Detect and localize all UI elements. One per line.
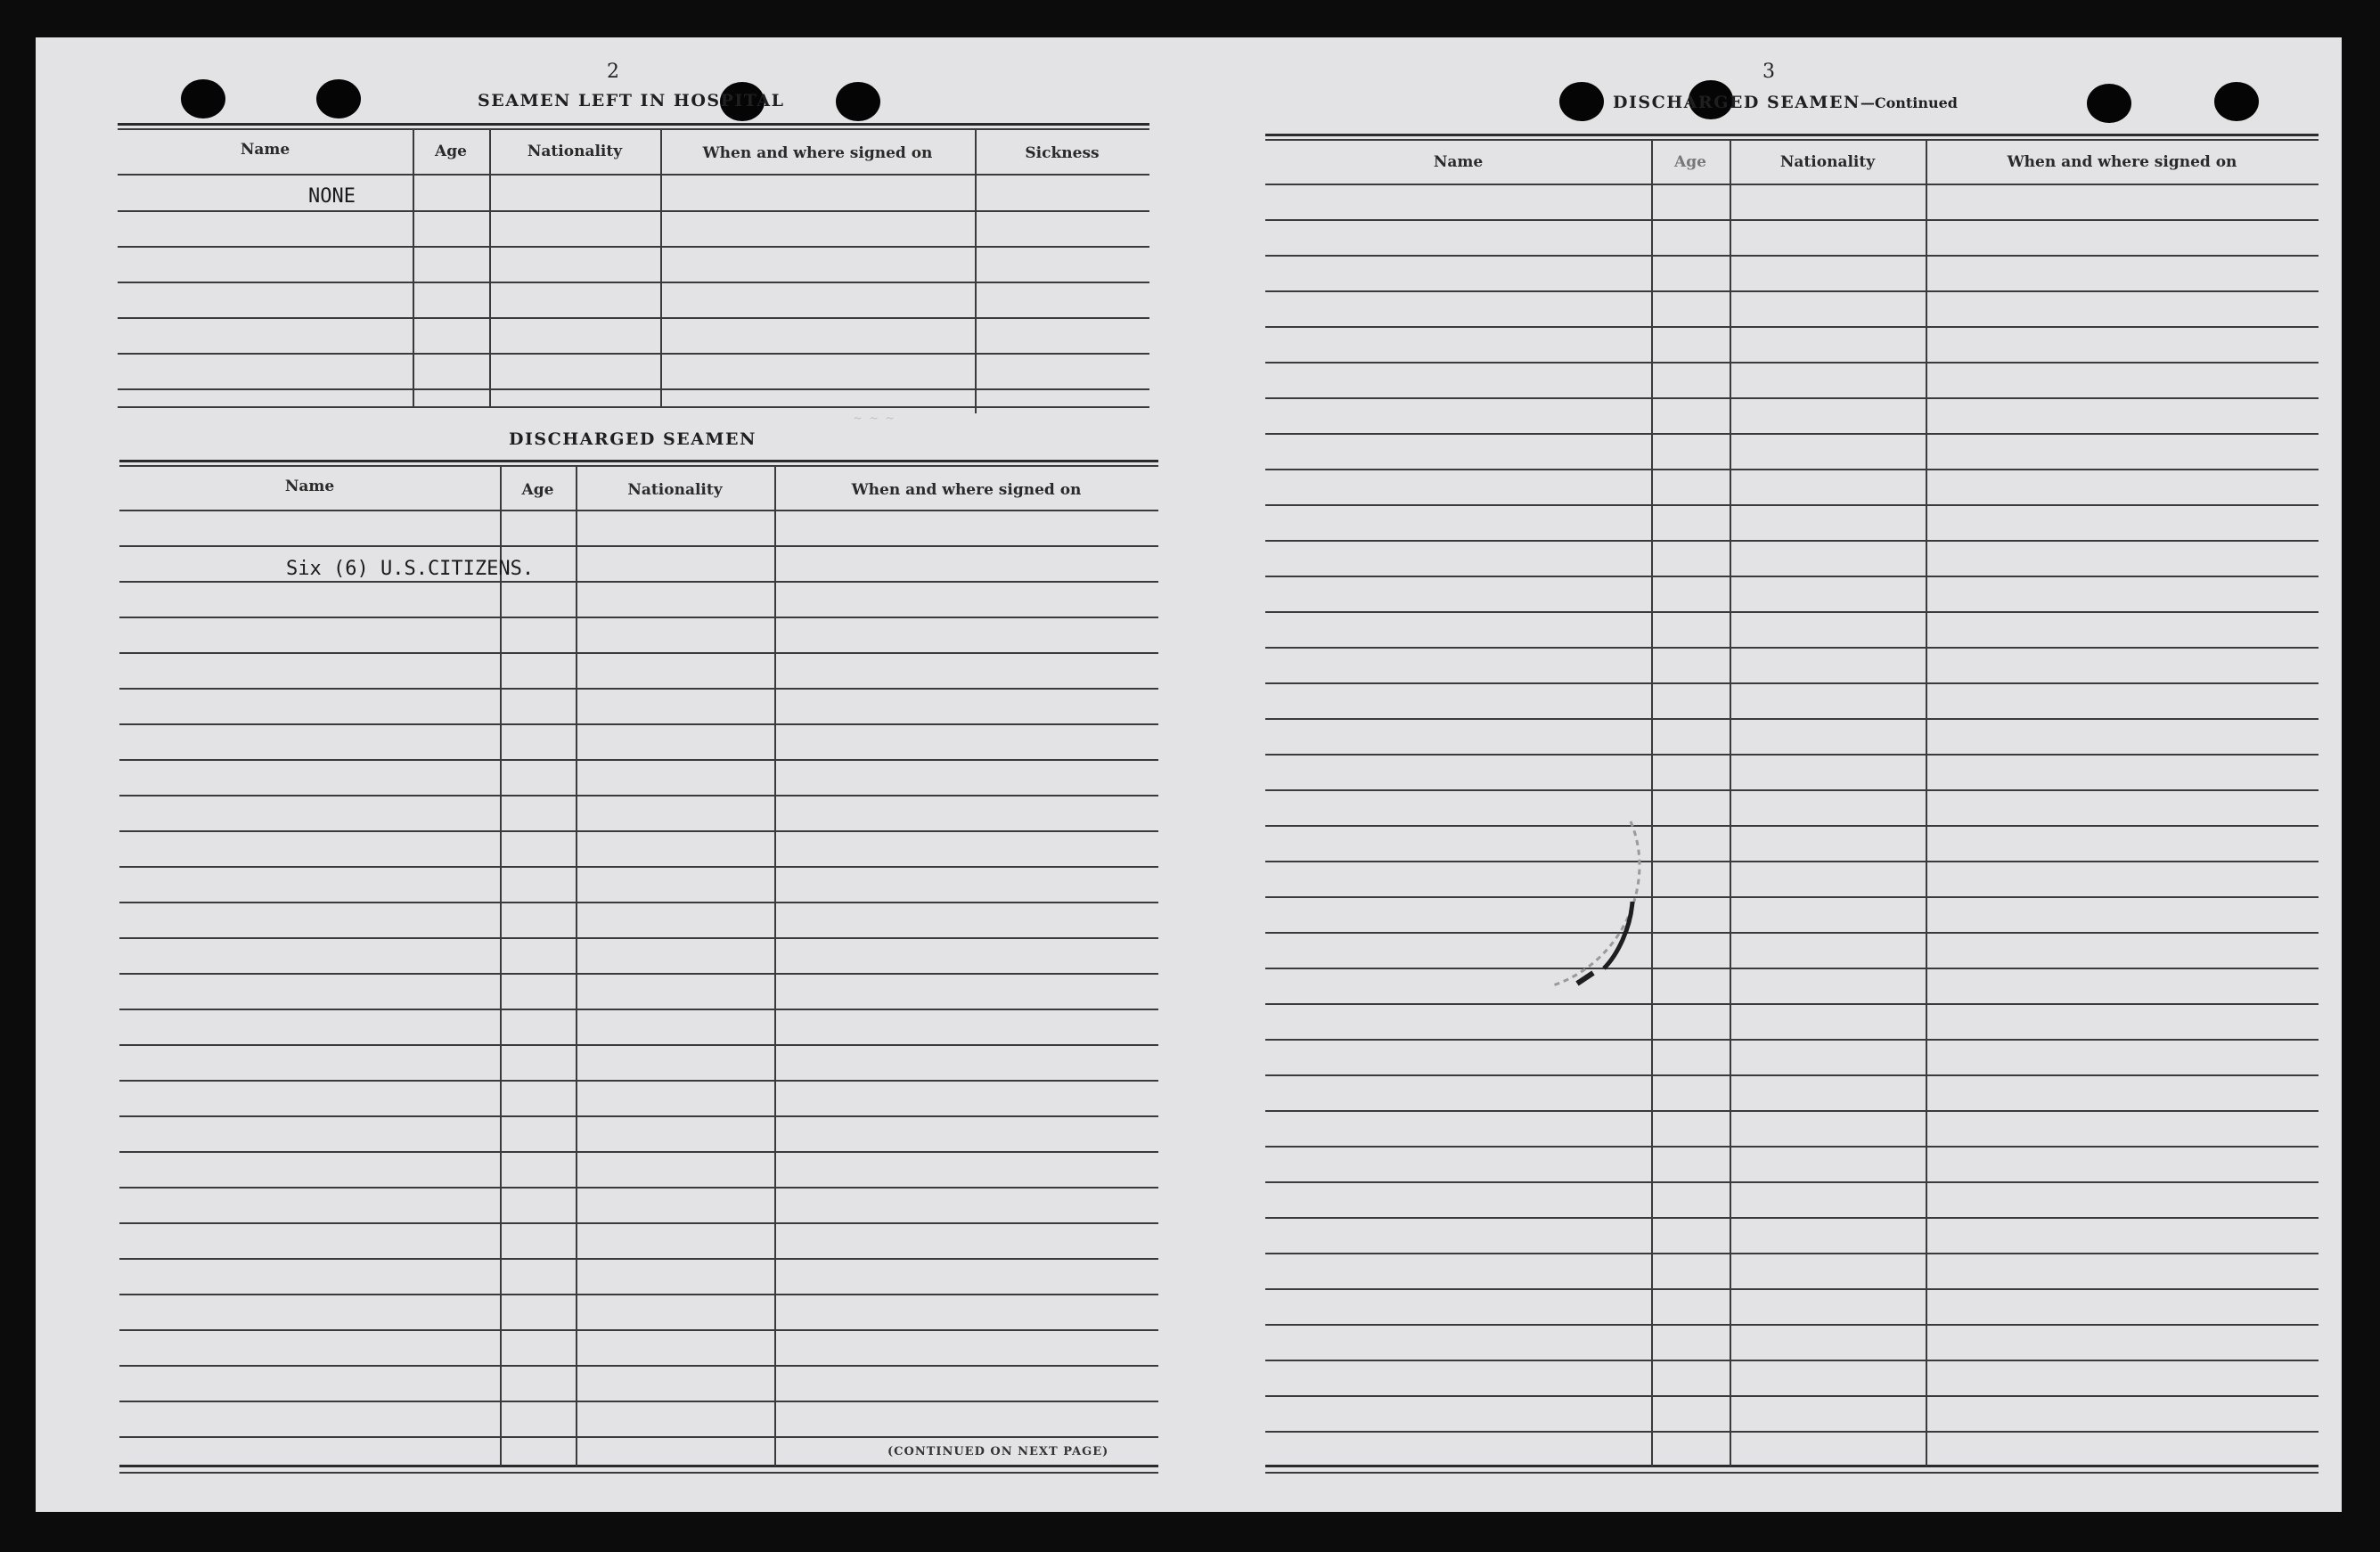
col-header-age: Age bbox=[1674, 153, 1706, 171]
col-header-age: Age bbox=[521, 481, 554, 499]
col-header-signed-on: When and where signed on bbox=[702, 144, 933, 162]
punch-hole bbox=[181, 79, 225, 118]
faint-stamp-mark bbox=[1444, 786, 1657, 1017]
punch-hole bbox=[1559, 82, 1604, 121]
col-header-name: Name bbox=[1433, 153, 1484, 171]
col-header-signed-on: When and where signed on bbox=[2007, 153, 2237, 171]
punch-hole bbox=[2214, 82, 2259, 121]
title-main: DISCHARGED SEAMEN bbox=[1613, 93, 1861, 112]
ink-bleed: ~ ~ ~ bbox=[854, 410, 895, 426]
punch-hole bbox=[2087, 84, 2131, 123]
discharged-continued-table bbox=[1265, 134, 2319, 1488]
document-sheet bbox=[36, 37, 2342, 1512]
page-number: 3 bbox=[1763, 61, 1775, 83]
section-title-hospital: SEAMEN LEFT IN HOSPITAL bbox=[478, 91, 785, 110]
col-header-name: Name bbox=[284, 478, 335, 495]
title-suffix: —Continued bbox=[1860, 94, 1958, 111]
section-title-discharged-continued bbox=[1613, 93, 1958, 112]
col-header-age: Age bbox=[435, 143, 467, 160]
section-title-discharged: DISCHARGED SEAMEN bbox=[509, 429, 757, 449]
hospital-table bbox=[118, 123, 1149, 413]
col-header-sickness: Sickness bbox=[1025, 144, 1100, 162]
punch-hole bbox=[836, 82, 880, 121]
punch-hole bbox=[316, 79, 361, 118]
col-header-nationality: Nationality bbox=[527, 143, 623, 160]
col-header-name: Name bbox=[240, 141, 290, 159]
col-header-nationality: Nationality bbox=[1779, 153, 1876, 171]
page-number: 2 bbox=[607, 61, 619, 83]
hospital-entry: NONE bbox=[308, 185, 356, 208]
discharged-entry: Six (6) U.S.CITIZENS. bbox=[286, 558, 535, 580]
col-header-nationality: Nationality bbox=[627, 481, 723, 499]
col-header-signed-on: When and where signed on bbox=[851, 481, 1082, 499]
continued-note: (CONTINUED ON NEXT PAGE) bbox=[887, 1445, 1109, 1458]
discharged-table bbox=[119, 460, 1158, 1484]
